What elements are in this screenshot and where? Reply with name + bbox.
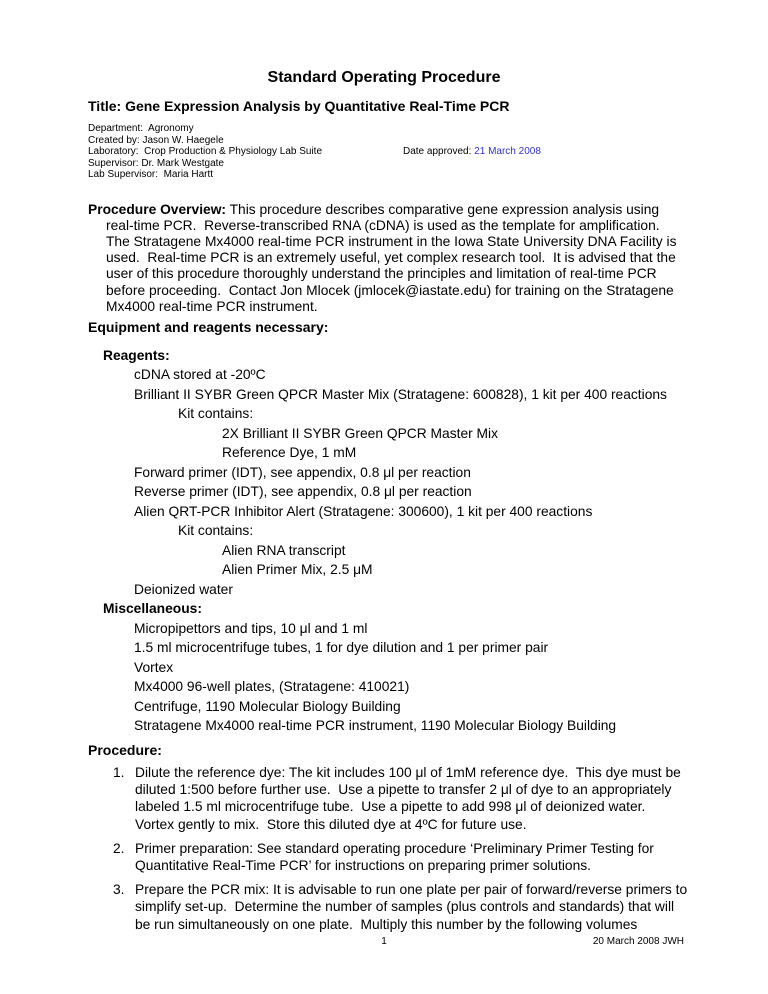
- page-number: 1: [381, 936, 387, 947]
- equipment-line: Deionized water: [134, 581, 233, 597]
- equipment-line: Reagents:: [103, 347, 170, 363]
- meta-line: Laboratory: Crop Production & Physiology Lab Suite: [88, 146, 323, 157]
- equipment-line: Kit contains:: [178, 523, 254, 539]
- equipment-line: 2X Brilliant II SYBR Green QPCR Master Mix: [222, 425, 499, 441]
- procedure-step: [88, 840, 688, 874]
- footer-date-initials: 20 March 2008 JWH: [592, 936, 684, 947]
- meta-line: Created by: Jason W. Haegele: [88, 134, 224, 146]
- equipment-line: Reference Dye, 1 mM: [222, 445, 357, 461]
- procedure-steps: [88, 764, 691, 933]
- meta-line: Lab Supervisor: Maria Hartt: [88, 169, 214, 180]
- meta-line: Department: Agronomy: [88, 123, 194, 134]
- date-approved-value: 21 March 2008: [474, 146, 541, 157]
- equipment-line: Centrifuge, 1190 Molecular Biology Building: [134, 698, 401, 714]
- equipment-line: Kit contains:: [178, 406, 254, 422]
- date-approved: [403, 146, 541, 158]
- equipment-line: Miscellaneous:: [103, 601, 202, 617]
- procedure-overview-text: This procedure describes comparative gene expression analysis using real-time PCR. Reverse-transcribed RNA (cDNA) is used as the template for amplification. The Stratagene Mx4000 real-time PCR instrument in the Iowa State University DNA Facility is used. Real-time PCR is an extremely useful, yet complex research tool. It is advised that the user of this procedure thoroughly understand the principles and limitation of real-time PCR before proceeding. Contact Jon Mlocek (jmlocek@iastate.edu) for training on the Stratagene Mx4000 real-time PCR instrument.: [106, 201, 681, 314]
- step-number: 3.: [113, 882, 125, 898]
- equipment-line: Vortex: [134, 659, 174, 675]
- document-subtitle: Title: Gene Expression Analysis by Quantitative Real-Time PCR: [88, 98, 510, 114]
- equipment-line: cDNA stored at -20ºC: [134, 367, 266, 383]
- equipment-line: Reverse primer (IDT), see appendix, 0.8 μl per reaction: [134, 484, 472, 500]
- meta-line: Supervisor: Dr. Mark Westgate: [88, 157, 224, 169]
- equipment-line: Alien QRT-PCR Inhibitor Alert (Stratagene: 300600), 1 kit per 400 reactions: [134, 503, 593, 519]
- equipment-line: 1.5 ml microcentrifuge tubes, 1 for dye dilution and 1 per primer pair: [134, 640, 549, 656]
- step-text: Prepare the PCR mix: It is advisable to run one plate per pair of forward/reverse primers to simplify set-up. Determine the number of samples (plus controls and standards) that will be run simultaneously on one plate. Multiply this number by the following volumes: [135, 882, 691, 932]
- equipment-list: [88, 346, 688, 736]
- procedure-step: [88, 881, 691, 933]
- procedure-heading: Procedure:: [88, 741, 162, 758]
- equipment-heading: Equipment and reagents necessary:: [88, 318, 329, 335]
- equipment-line: Stratagene Mx4000 real-time PCR instrument, 1190 Molecular Biology Building: [134, 718, 617, 734]
- step-number: 2.: [113, 840, 125, 856]
- date-approved-label: Date approved:: [403, 146, 475, 157]
- document-title: Standard Operating Procedure: [267, 69, 501, 86]
- procedure-overview-label: Procedure Overview:: [88, 201, 227, 217]
- equipment-line: Mx4000 96-well plates, (Stratagene: 410021): [134, 679, 410, 695]
- equipment-line: Forward primer (IDT), see appendix, 0.8 μl per reaction: [134, 464, 471, 480]
- equipment-line: Alien RNA transcript: [222, 542, 346, 558]
- procedure-step: [88, 764, 688, 833]
- equipment-line: Brilliant II SYBR Green QPCR Master Mix (Stratagene: 600828), 1 kit per 400 reactions: [134, 386, 667, 402]
- step-text: Primer preparation: See standard operating procedure ‘Preliminary Primer Testing for Quantitative Real-Time PCR’ for instructions on preparing primer solutions.: [135, 840, 658, 873]
- equipment-line: Micropipettors and tips, 10 μl and 1 ml: [134, 620, 368, 636]
- step-number: 1.: [113, 764, 125, 780]
- document-meta: [88, 123, 688, 181]
- equipment-line: Alien Primer Mix, 2.5 μM: [222, 562, 373, 578]
- step-text: Dilute the reference dye: The kit includes 100 μl of 1mM reference dye. This dye must be diluted 1:500 before further use. Use a pipette to transfer 2 μl of dye to an appropriately labeled 1.5 ml microcentrifuge tube. Use a pipette to add 998 μl of deionized water. Vortex gently to mix. Store this diluted dye at 4ºC for future use.: [135, 764, 685, 832]
- procedure-overview-paragraph: [88, 202, 688, 315]
